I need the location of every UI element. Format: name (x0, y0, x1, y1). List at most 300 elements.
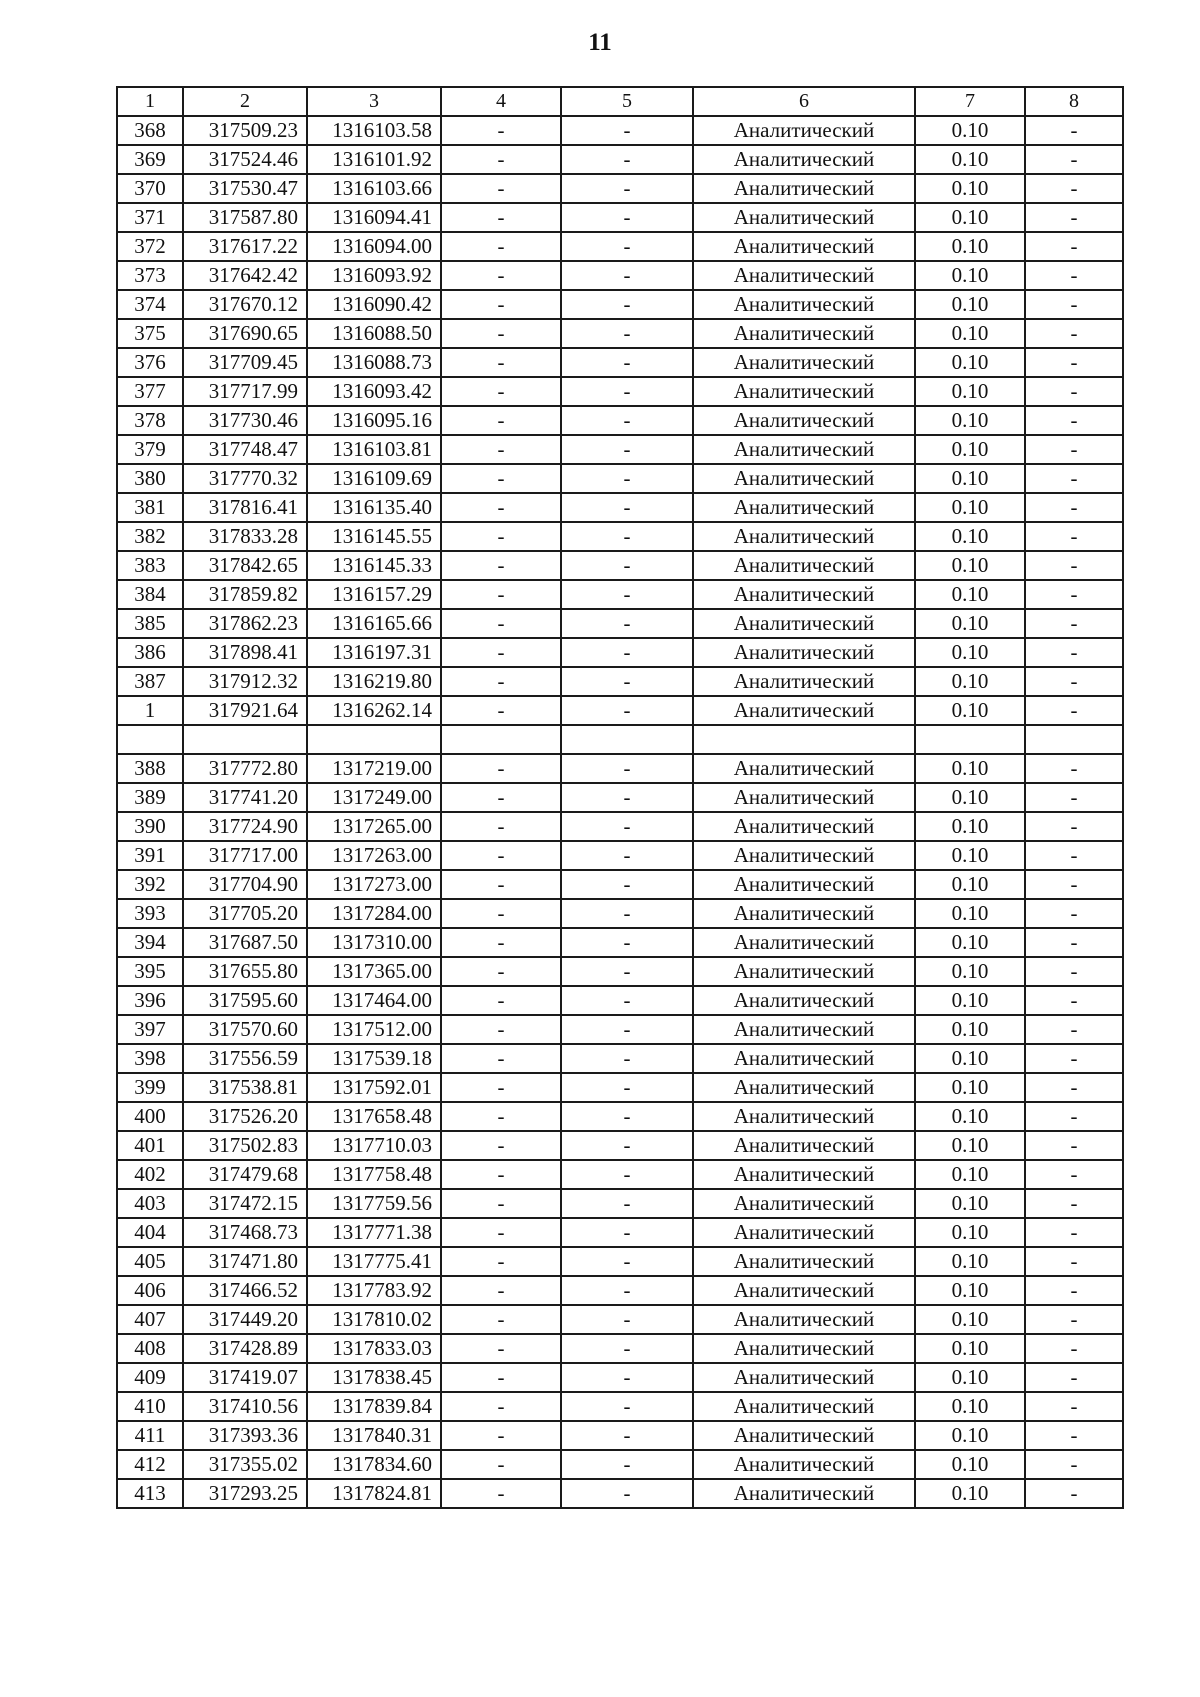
cell-col-6: Аналитический (693, 348, 915, 377)
cell-col-5: - (561, 1160, 693, 1189)
cell-col-2: 317617.22 (183, 232, 307, 261)
column-header-7: 7 (915, 87, 1025, 116)
cell-col-5: - (561, 1450, 693, 1479)
cell-col-5: - (561, 464, 693, 493)
cell-col-6: Аналитический (693, 1305, 915, 1334)
cell-col-6: Аналитический (693, 377, 915, 406)
cell-col-4: - (441, 1247, 561, 1276)
cell-col-2: 317355.02 (183, 1450, 307, 1479)
table-row (117, 145, 1123, 174)
cell-col-7: 0.10 (915, 1479, 1025, 1508)
cell-col-5: - (561, 348, 693, 377)
cell-col-5: - (561, 1305, 693, 1334)
cell-col-1: 409 (117, 1363, 183, 1392)
cell-col-8: - (1025, 203, 1123, 232)
table-row (117, 1305, 1123, 1334)
cell-col-7: 0.10 (915, 551, 1025, 580)
cell-col-6: Аналитический (693, 1334, 915, 1363)
cell-col-3: 1316094.41 (307, 203, 441, 232)
cell-col-6: Аналитический (693, 899, 915, 928)
cell-col-1: 378 (117, 406, 183, 435)
cell-col-2: 317595.60 (183, 986, 307, 1015)
table-row (117, 522, 1123, 551)
cell-col-7: 0.10 (915, 493, 1025, 522)
column-header-5: 5 (561, 87, 693, 116)
cell-col-3: 1316093.92 (307, 261, 441, 290)
cell-col-3: 1317310.00 (307, 928, 441, 957)
cell-col-8: - (1025, 899, 1123, 928)
cell-col-4: - (441, 1218, 561, 1247)
cell-col-6: Аналитический (693, 957, 915, 986)
cell-col-3: 1317840.31 (307, 1421, 441, 1450)
cell-col-1: 377 (117, 377, 183, 406)
table-row (117, 406, 1123, 435)
cell-col-3: 1316090.42 (307, 290, 441, 319)
cell-col-2: 317687.50 (183, 928, 307, 957)
cell-col-4: - (441, 783, 561, 812)
cell-col-4: - (441, 551, 561, 580)
cell-col-3: 1316165.66 (307, 609, 441, 638)
cell-col-1: 394 (117, 928, 183, 957)
cell-col-5: - (561, 174, 693, 203)
cell-col-5: - (561, 1392, 693, 1421)
cell-col-1: 398 (117, 1044, 183, 1073)
header-row (117, 87, 1123, 116)
cell-col-7: 0.10 (915, 696, 1025, 725)
cell-col-8: - (1025, 580, 1123, 609)
cell-col-3: 1317833.03 (307, 1334, 441, 1363)
cell-col-5: - (561, 899, 693, 928)
table-row (117, 232, 1123, 261)
cell-col-1: 395 (117, 957, 183, 986)
cell-col-3: 1317265.00 (307, 812, 441, 841)
cell-col-2: 317709.45 (183, 348, 307, 377)
cell-col-7: 0.10 (915, 203, 1025, 232)
cell-col-7: 0.10 (915, 116, 1025, 145)
cell-col-3: 1317834.60 (307, 1450, 441, 1479)
cell-col-5: - (561, 551, 693, 580)
cell-col-4: - (441, 754, 561, 783)
cell-col-7: 0.10 (915, 812, 1025, 841)
cell-col-2: 317509.23 (183, 116, 307, 145)
cell-col-7: 0.10 (915, 1334, 1025, 1363)
cell-col-6: Аналитический (693, 290, 915, 319)
cell-col-3: 1317710.03 (307, 1131, 441, 1160)
table-row (117, 1015, 1123, 1044)
cell-col-6 (693, 725, 915, 754)
cell-col-2: 317772.80 (183, 754, 307, 783)
cell-col-7: 0.10 (915, 783, 1025, 812)
table-row (117, 696, 1123, 725)
cell-col-1: 381 (117, 493, 183, 522)
cell-col-2: 317717.99 (183, 377, 307, 406)
cell-col-4: - (441, 1015, 561, 1044)
cell-col-2: 317468.73 (183, 1218, 307, 1247)
cell-col-4: - (441, 1131, 561, 1160)
cell-col-4: - (441, 377, 561, 406)
cell-col-8: - (1025, 1276, 1123, 1305)
cell-col-2: 317293.25 (183, 1479, 307, 1508)
cell-col-8: - (1025, 1189, 1123, 1218)
separator-row (117, 725, 1123, 754)
cell-col-5: - (561, 1276, 693, 1305)
cell-col-6: Аналитический (693, 1102, 915, 1131)
cell-col-8: - (1025, 1131, 1123, 1160)
cell-col-5: - (561, 1073, 693, 1102)
cell-col-7: 0.10 (915, 1131, 1025, 1160)
coordinates-table (116, 86, 1124, 1509)
cell-col-5: - (561, 870, 693, 899)
cell-col-8: - (1025, 609, 1123, 638)
cell-col-4: - (441, 203, 561, 232)
cell-col-7: 0.10 (915, 957, 1025, 986)
cell-col-8: - (1025, 435, 1123, 464)
cell-col-3: 1316094.00 (307, 232, 441, 261)
cell-col-5: - (561, 638, 693, 667)
cell-col-4 (441, 725, 561, 754)
cell-col-4: - (441, 145, 561, 174)
cell-col-5: - (561, 1131, 693, 1160)
cell-col-1: 408 (117, 1334, 183, 1363)
cell-col-6: Аналитический (693, 203, 915, 232)
cell-col-1: 374 (117, 290, 183, 319)
cell-col-3: 1316088.73 (307, 348, 441, 377)
cell-col-2: 317670.12 (183, 290, 307, 319)
cell-col-5: - (561, 232, 693, 261)
table-row (117, 580, 1123, 609)
cell-col-4: - (441, 812, 561, 841)
table-row (117, 551, 1123, 580)
cell-col-8: - (1025, 812, 1123, 841)
cell-col-4: - (441, 1334, 561, 1363)
cell-col-8: - (1025, 783, 1123, 812)
cell-col-3: 1316093.42 (307, 377, 441, 406)
cell-col-5: - (561, 493, 693, 522)
cell-col-4: - (441, 1450, 561, 1479)
cell-col-7: 0.10 (915, 1102, 1025, 1131)
cell-col-1: 404 (117, 1218, 183, 1247)
table-row (117, 754, 1123, 783)
cell-col-2: 317730.46 (183, 406, 307, 435)
cell-col-5: - (561, 522, 693, 551)
table-row (117, 261, 1123, 290)
cell-col-4: - (441, 899, 561, 928)
cell-col-7: 0.10 (915, 1073, 1025, 1102)
cell-col-3: 1316145.55 (307, 522, 441, 551)
cell-col-8 (1025, 725, 1123, 754)
table-row (117, 1479, 1123, 1508)
cell-col-8: - (1025, 754, 1123, 783)
cell-col-7: 0.10 (915, 1189, 1025, 1218)
cell-col-6: Аналитический (693, 1276, 915, 1305)
cell-col-7: 0.10 (915, 899, 1025, 928)
cell-col-5: - (561, 783, 693, 812)
cell-col-5: - (561, 1044, 693, 1073)
cell-col-1: 369 (117, 145, 183, 174)
table-row (117, 435, 1123, 464)
cell-col-8: - (1025, 551, 1123, 580)
cell-col-3: 1316135.40 (307, 493, 441, 522)
cell-col-5: - (561, 696, 693, 725)
cell-col-6: Аналитический (693, 261, 915, 290)
table-row (117, 1218, 1123, 1247)
cell-col-1: 403 (117, 1189, 183, 1218)
table-row (117, 464, 1123, 493)
cell-col-6: Аналитический (693, 986, 915, 1015)
cell-col-3: 1317771.38 (307, 1218, 441, 1247)
cell-col-4: - (441, 290, 561, 319)
table-row (117, 986, 1123, 1015)
cell-col-5: - (561, 290, 693, 319)
cell-col-6: Аналитический (693, 1044, 915, 1073)
cell-col-7: 0.10 (915, 348, 1025, 377)
cell-col-3: 1317464.00 (307, 986, 441, 1015)
cell-col-5: - (561, 435, 693, 464)
cell-col-6: Аналитический (693, 1160, 915, 1189)
cell-col-6: Аналитический (693, 1421, 915, 1450)
cell-col-2: 317704.90 (183, 870, 307, 899)
cell-col-4: - (441, 696, 561, 725)
cell-col-2: 317816.41 (183, 493, 307, 522)
cell-col-3: 1317365.00 (307, 957, 441, 986)
cell-col-2: 317587.80 (183, 203, 307, 232)
column-header-8: 8 (1025, 87, 1123, 116)
cell-col-1: 402 (117, 1160, 183, 1189)
cell-col-5: - (561, 609, 693, 638)
cell-col-5: - (561, 1102, 693, 1131)
cell-col-1: 379 (117, 435, 183, 464)
cell-col-3: 1317658.48 (307, 1102, 441, 1131)
cell-col-6: Аналитический (693, 464, 915, 493)
cell-col-1: 368 (117, 116, 183, 145)
cell-col-5: - (561, 1363, 693, 1392)
cell-col-8: - (1025, 348, 1123, 377)
cell-col-2: 317748.47 (183, 435, 307, 464)
cell-col-5: - (561, 957, 693, 986)
cell-col-2: 317428.89 (183, 1334, 307, 1363)
cell-col-5: - (561, 406, 693, 435)
cell-col-8: - (1025, 1450, 1123, 1479)
cell-col-8: - (1025, 1015, 1123, 1044)
table-body (117, 116, 1123, 1508)
cell-col-4: - (441, 638, 561, 667)
cell-col-4: - (441, 986, 561, 1015)
cell-col-1: 390 (117, 812, 183, 841)
cell-col-2: 317642.42 (183, 261, 307, 290)
cell-col-2: 317705.20 (183, 899, 307, 928)
cell-col-5: - (561, 986, 693, 1015)
cell-col-7: 0.10 (915, 667, 1025, 696)
cell-col-4: - (441, 1276, 561, 1305)
cell-col-2: 317859.82 (183, 580, 307, 609)
cell-col-7: 0.10 (915, 1421, 1025, 1450)
cell-col-2: 317690.65 (183, 319, 307, 348)
cell-col-3: 1317249.00 (307, 783, 441, 812)
cell-col-6: Аналитический (693, 1450, 915, 1479)
cell-col-3: 1316103.66 (307, 174, 441, 203)
cell-col-8: - (1025, 841, 1123, 870)
cell-col-3: 1317512.00 (307, 1015, 441, 1044)
cell-col-7: 0.10 (915, 377, 1025, 406)
cell-col-5: - (561, 203, 693, 232)
cell-col-3: 1316109.69 (307, 464, 441, 493)
cell-col-2: 317898.41 (183, 638, 307, 667)
cell-col-5: - (561, 1015, 693, 1044)
cell-col-3: 1317824.81 (307, 1479, 441, 1508)
cell-col-5: - (561, 928, 693, 957)
cell-col-6: Аналитический (693, 812, 915, 841)
table-row (117, 1276, 1123, 1305)
cell-col-1: 383 (117, 551, 183, 580)
cell-col-1: 380 (117, 464, 183, 493)
table-row (117, 1450, 1123, 1479)
cell-col-7: 0.10 (915, 638, 1025, 667)
cell-col-4: - (441, 1421, 561, 1450)
cell-col-2: 317570.60 (183, 1015, 307, 1044)
cell-col-8: - (1025, 1305, 1123, 1334)
cell-col-2: 317419.07 (183, 1363, 307, 1392)
cell-col-7: 0.10 (915, 522, 1025, 551)
cell-col-3: 1317758.48 (307, 1160, 441, 1189)
cell-col-5: - (561, 841, 693, 870)
cell-col-8: - (1025, 290, 1123, 319)
cell-col-2: 317526.20 (183, 1102, 307, 1131)
cell-col-6: Аналитический (693, 1073, 915, 1102)
cell-col-1: 392 (117, 870, 183, 899)
cell-col-3: 1317838.45 (307, 1363, 441, 1392)
cell-col-7: 0.10 (915, 145, 1025, 174)
cell-col-4: - (441, 1189, 561, 1218)
cell-col-5: - (561, 580, 693, 609)
cell-col-1: 389 (117, 783, 183, 812)
cell-col-5: - (561, 754, 693, 783)
cell-col-6: Аналитический (693, 667, 915, 696)
cell-col-7: 0.10 (915, 1160, 1025, 1189)
cell-col-4: - (441, 870, 561, 899)
cell-col-3 (307, 725, 441, 754)
cell-col-4: - (441, 1102, 561, 1131)
cell-col-7: 0.10 (915, 435, 1025, 464)
cell-col-3: 1317263.00 (307, 841, 441, 870)
cell-col-8: - (1025, 174, 1123, 203)
cell-col-7: 0.10 (915, 580, 1025, 609)
table-row (117, 812, 1123, 841)
table-row (117, 319, 1123, 348)
cell-col-2: 317538.81 (183, 1073, 307, 1102)
cell-col-1: 373 (117, 261, 183, 290)
cell-col-3: 1317810.02 (307, 1305, 441, 1334)
cell-col-4: - (441, 261, 561, 290)
cell-col-2: 317449.20 (183, 1305, 307, 1334)
cell-col-6: Аналитический (693, 1015, 915, 1044)
table-row (117, 1160, 1123, 1189)
cell-col-2: 317479.68 (183, 1160, 307, 1189)
cell-col-1: 412 (117, 1450, 183, 1479)
cell-col-4: - (441, 580, 561, 609)
cell-col-7: 0.10 (915, 986, 1025, 1015)
cell-col-2: 317741.20 (183, 783, 307, 812)
cell-col-1: 372 (117, 232, 183, 261)
cell-col-8: - (1025, 638, 1123, 667)
table-row (117, 638, 1123, 667)
cell-col-8: - (1025, 1363, 1123, 1392)
cell-col-8: - (1025, 522, 1123, 551)
table-row (117, 1421, 1123, 1450)
cell-col-6: Аналитический (693, 1189, 915, 1218)
cell-col-6: Аналитический (693, 551, 915, 580)
cell-col-1: 388 (117, 754, 183, 783)
table-row (117, 174, 1123, 203)
cell-col-6: Аналитический (693, 174, 915, 203)
cell-col-4: - (441, 522, 561, 551)
cell-col-7: 0.10 (915, 1218, 1025, 1247)
cell-col-4: - (441, 841, 561, 870)
cell-col-4: - (441, 1363, 561, 1392)
cell-col-7: 0.10 (915, 1015, 1025, 1044)
cell-col-5: - (561, 116, 693, 145)
cell-col-2: 317842.65 (183, 551, 307, 580)
cell-col-7: 0.10 (915, 174, 1025, 203)
cell-col-8: - (1025, 1102, 1123, 1131)
cell-col-3: 1316219.80 (307, 667, 441, 696)
cell-col-1: 413 (117, 1479, 183, 1508)
table-row (117, 1189, 1123, 1218)
cell-col-8: - (1025, 1421, 1123, 1450)
cell-col-4: - (441, 174, 561, 203)
cell-col-8: - (1025, 957, 1123, 986)
cell-col-8: - (1025, 406, 1123, 435)
cell-col-8: - (1025, 145, 1123, 174)
cell-col-1: 375 (117, 319, 183, 348)
cell-col-2: 317556.59 (183, 1044, 307, 1073)
cell-col-2: 317655.80 (183, 957, 307, 986)
cell-col-8: - (1025, 1334, 1123, 1363)
cell-col-8: - (1025, 667, 1123, 696)
cell-col-3: 1316103.81 (307, 435, 441, 464)
cell-col-1: 385 (117, 609, 183, 638)
cell-col-6: Аналитический (693, 1218, 915, 1247)
cell-col-8: - (1025, 1218, 1123, 1247)
table-row (117, 870, 1123, 899)
cell-col-8: - (1025, 464, 1123, 493)
cell-col-1: 396 (117, 986, 183, 1015)
cell-col-6: Аналитический (693, 116, 915, 145)
table-row (117, 493, 1123, 522)
cell-col-3: 1316103.58 (307, 116, 441, 145)
cell-col-2: 317466.52 (183, 1276, 307, 1305)
table-row (117, 667, 1123, 696)
table-row (117, 1334, 1123, 1363)
column-header-1: 1 (117, 87, 183, 116)
cell-col-1 (117, 725, 183, 754)
table-row (117, 841, 1123, 870)
cell-col-7: 0.10 (915, 290, 1025, 319)
cell-col-2 (183, 725, 307, 754)
cell-col-4: - (441, 1160, 561, 1189)
cell-col-1: 405 (117, 1247, 183, 1276)
column-header-2: 2 (183, 87, 307, 116)
cell-col-6: Аналитический (693, 1392, 915, 1421)
cell-col-1: 393 (117, 899, 183, 928)
cell-col-2: 317393.36 (183, 1421, 307, 1450)
cell-col-6: Аналитический (693, 1247, 915, 1276)
table-row (117, 928, 1123, 957)
cell-col-6: Аналитический (693, 232, 915, 261)
table-row (117, 348, 1123, 377)
cell-col-6: Аналитический (693, 145, 915, 174)
cell-col-1: 1 (117, 696, 183, 725)
cell-col-1: 401 (117, 1131, 183, 1160)
